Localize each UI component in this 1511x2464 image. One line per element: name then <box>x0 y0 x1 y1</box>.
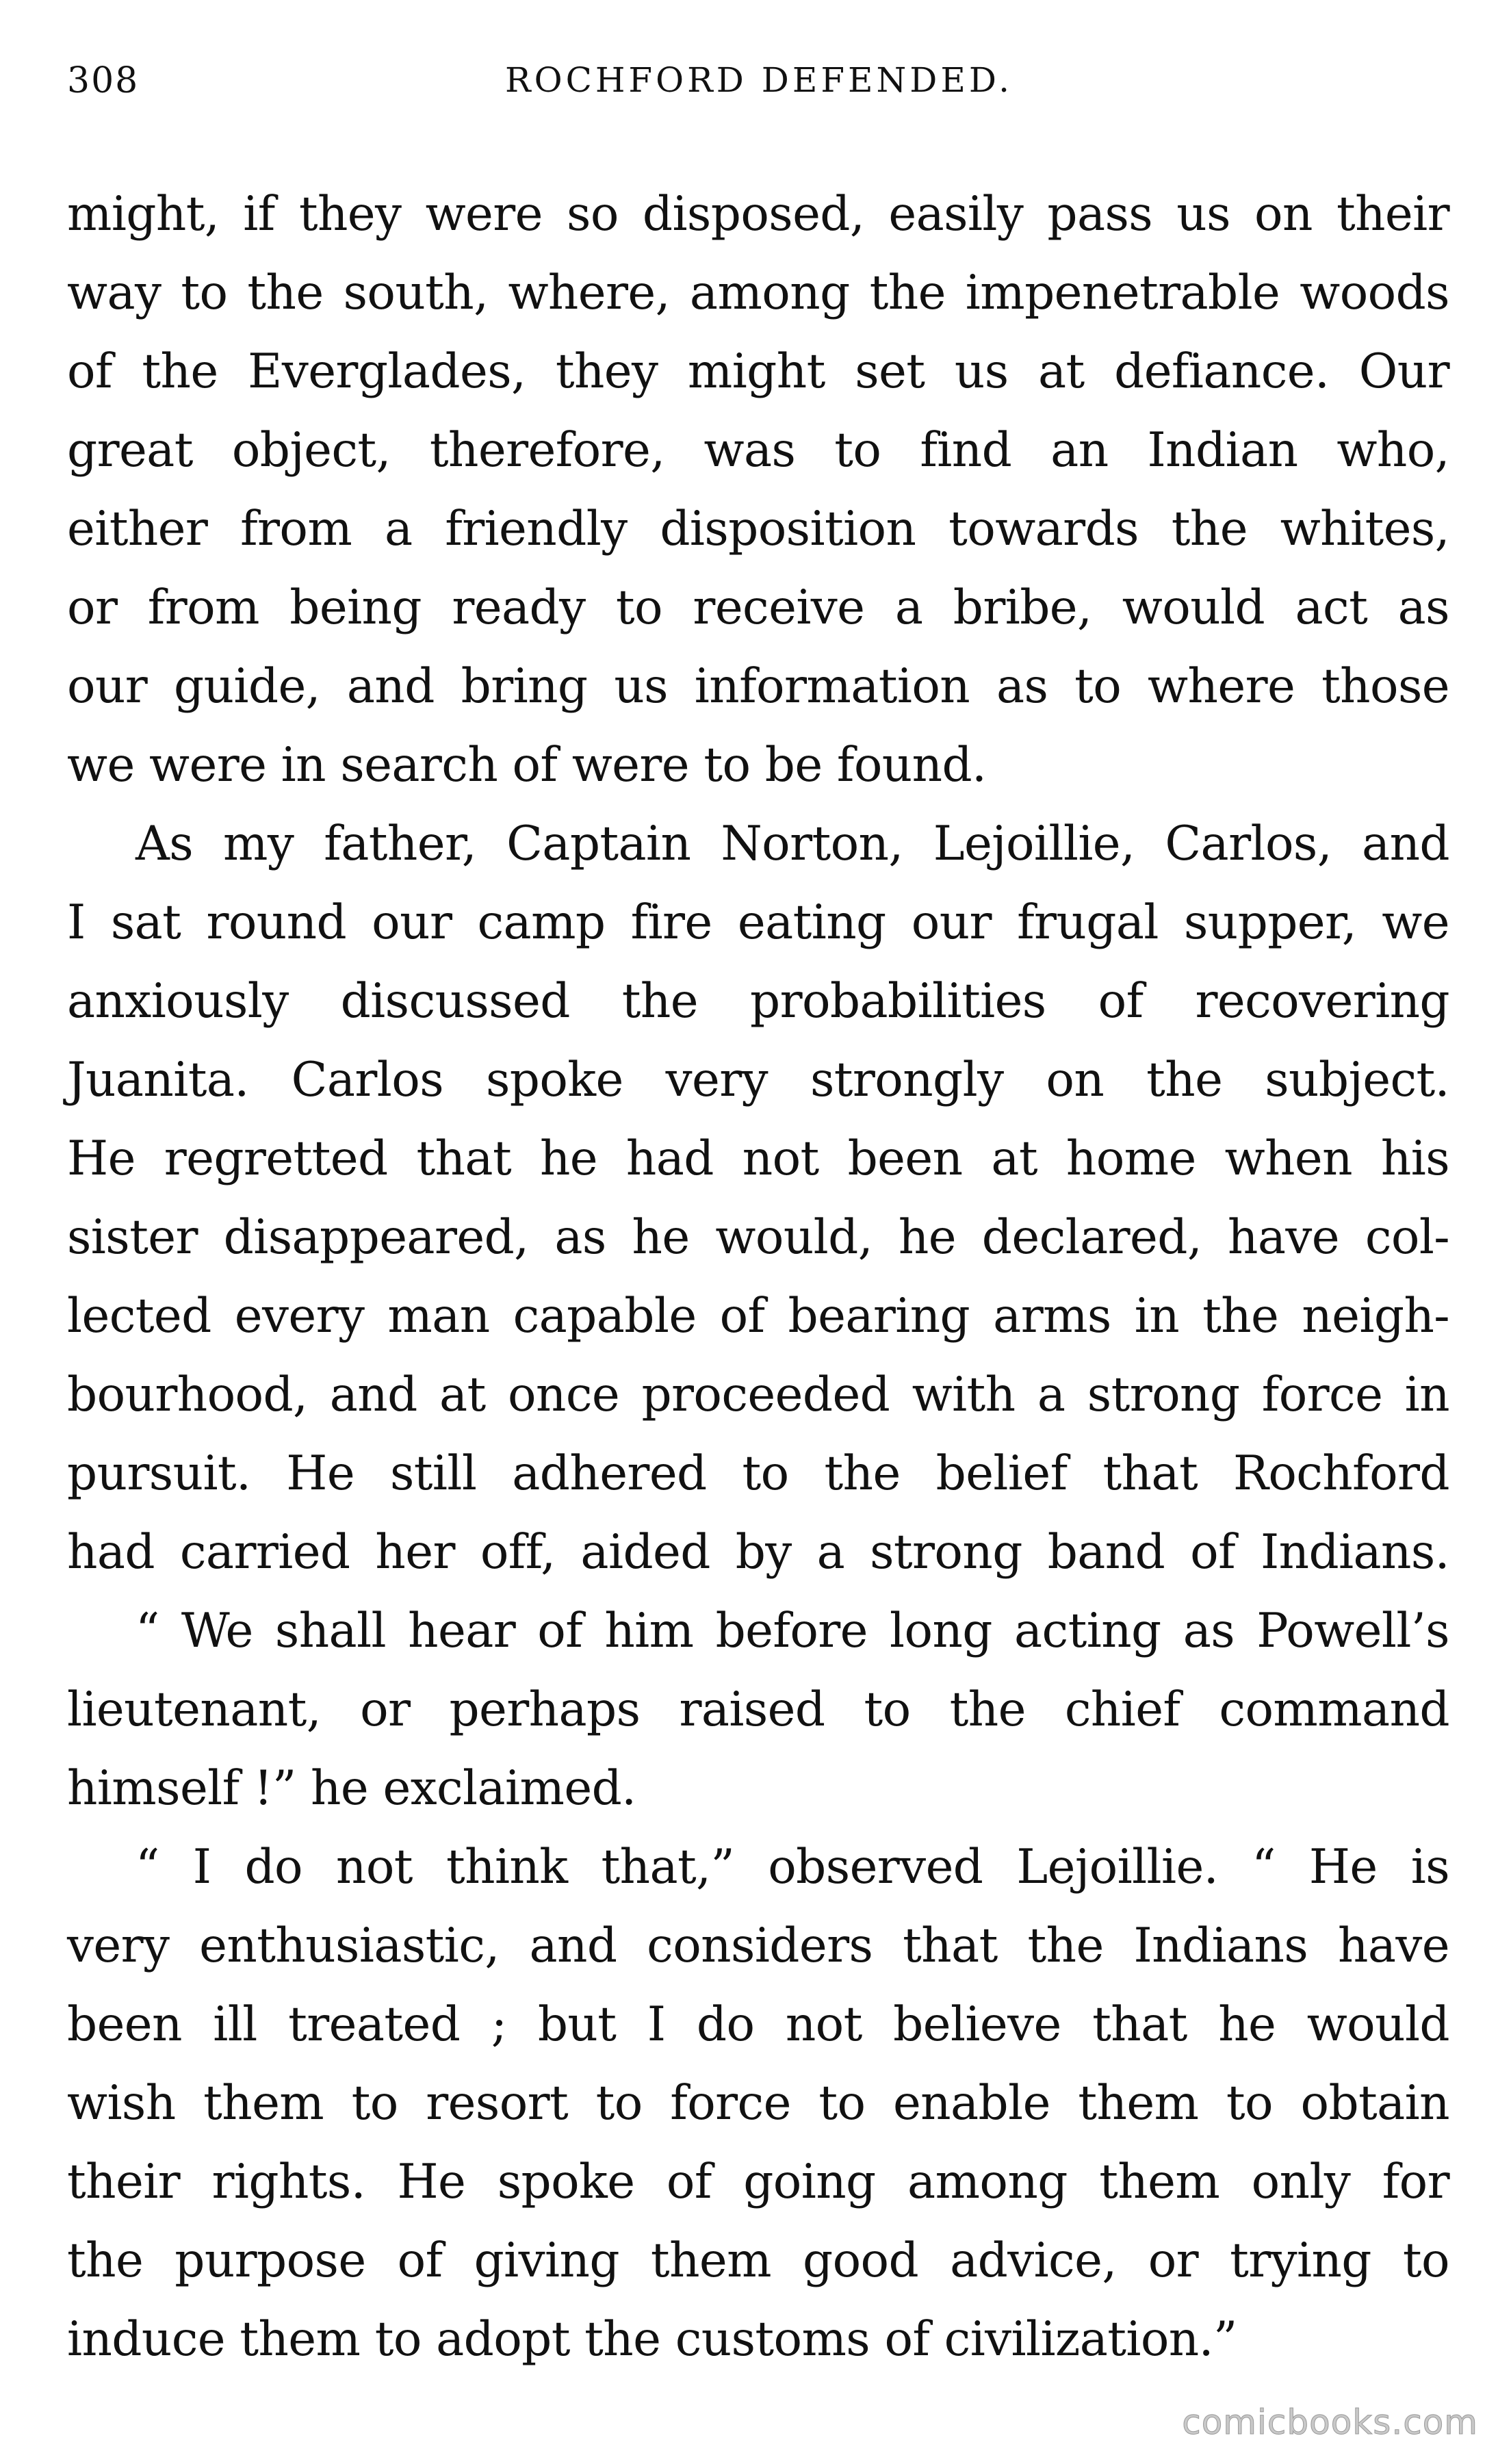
text-line: either from a friendly disposition towards the whites, <box>67 502 1449 556</box>
paragraph-start-line: As my father, Captain Norton, Lejoillie, Carlos, and <box>135 817 1449 871</box>
text-line: He regretted that he had not been at home when his <box>67 1131 1449 1186</box>
text-line: lieutenant, or perhaps raised to the chief command <box>67 1682 1449 1737</box>
text-line: pursuit. He still adhered to the belief that Rochford <box>67 1446 1449 1501</box>
text-line: or from being ready to receive a bribe, would act as <box>67 580 1449 635</box>
text-line: induce them to adopt the customs of civilization.” <box>67 2312 1237 2367</box>
text-line: way to the south, where, among the impenetrable woods <box>67 266 1449 320</box>
text-line: of the Everglades, they might set us at defiance. Our <box>67 344 1449 399</box>
text-line: great object, therefore, was to find an Indian who, <box>67 423 1449 478</box>
text-line: bourhood, and at once proceeded with a strong force in <box>67 1368 1449 1422</box>
body-text <box>67 175 1449 2379</box>
text-line: very enthusiastic, and considers that the Indians have <box>67 1918 1449 1973</box>
paragraph-start-line: “ I do not think that,” observed Lejoillie. “ He is <box>135 1840 1449 1895</box>
text-line: wish them to resort to force to enable them to obtain <box>67 2076 1449 2131</box>
text-line: sister disappeared, as he would, he declared, have col- <box>67 1210 1449 1265</box>
page-number: 308 <box>67 60 140 101</box>
text-line: had carried her off, aided by a strong band of Indians. <box>67 1525 1449 1580</box>
text-line: lected every man capable of bearing arms in the neigh- <box>67 1289 1449 1344</box>
running-head <box>67 60 1451 115</box>
text-line: anxiously discussed the probabilities of recovering <box>67 974 1449 1029</box>
text-line: might, if they were so disposed, easily pass us on their <box>67 187 1449 242</box>
text-line: I sat round our camp fire eating our frugal supper, we <box>67 895 1449 950</box>
text-line: the purpose of giving them good advice, or trying to <box>67 2233 1449 2288</box>
text-line: we were in search of were to be found. <box>67 738 987 793</box>
paragraph-start-line: “ We shall hear of him before long acting as Powell’s <box>135 1604 1449 1658</box>
text-line: their rights. He spoke of going among them only for <box>67 2155 1449 2209</box>
text-line: Juanita. Carlos spoke very strongly on the subject. <box>67 1053 1449 1107</box>
running-title: ROCHFORD DEFENDED. <box>504 60 1013 100</box>
text-line: our guide, and bring us information as to where those <box>67 659 1449 714</box>
watermark: comicbooks.com <box>1182 2402 1478 2442</box>
text-line: been ill treated ; but I do not believe that he would <box>67 1997 1449 2052</box>
text-line: himself !” he exclaimed. <box>67 1761 636 1816</box>
